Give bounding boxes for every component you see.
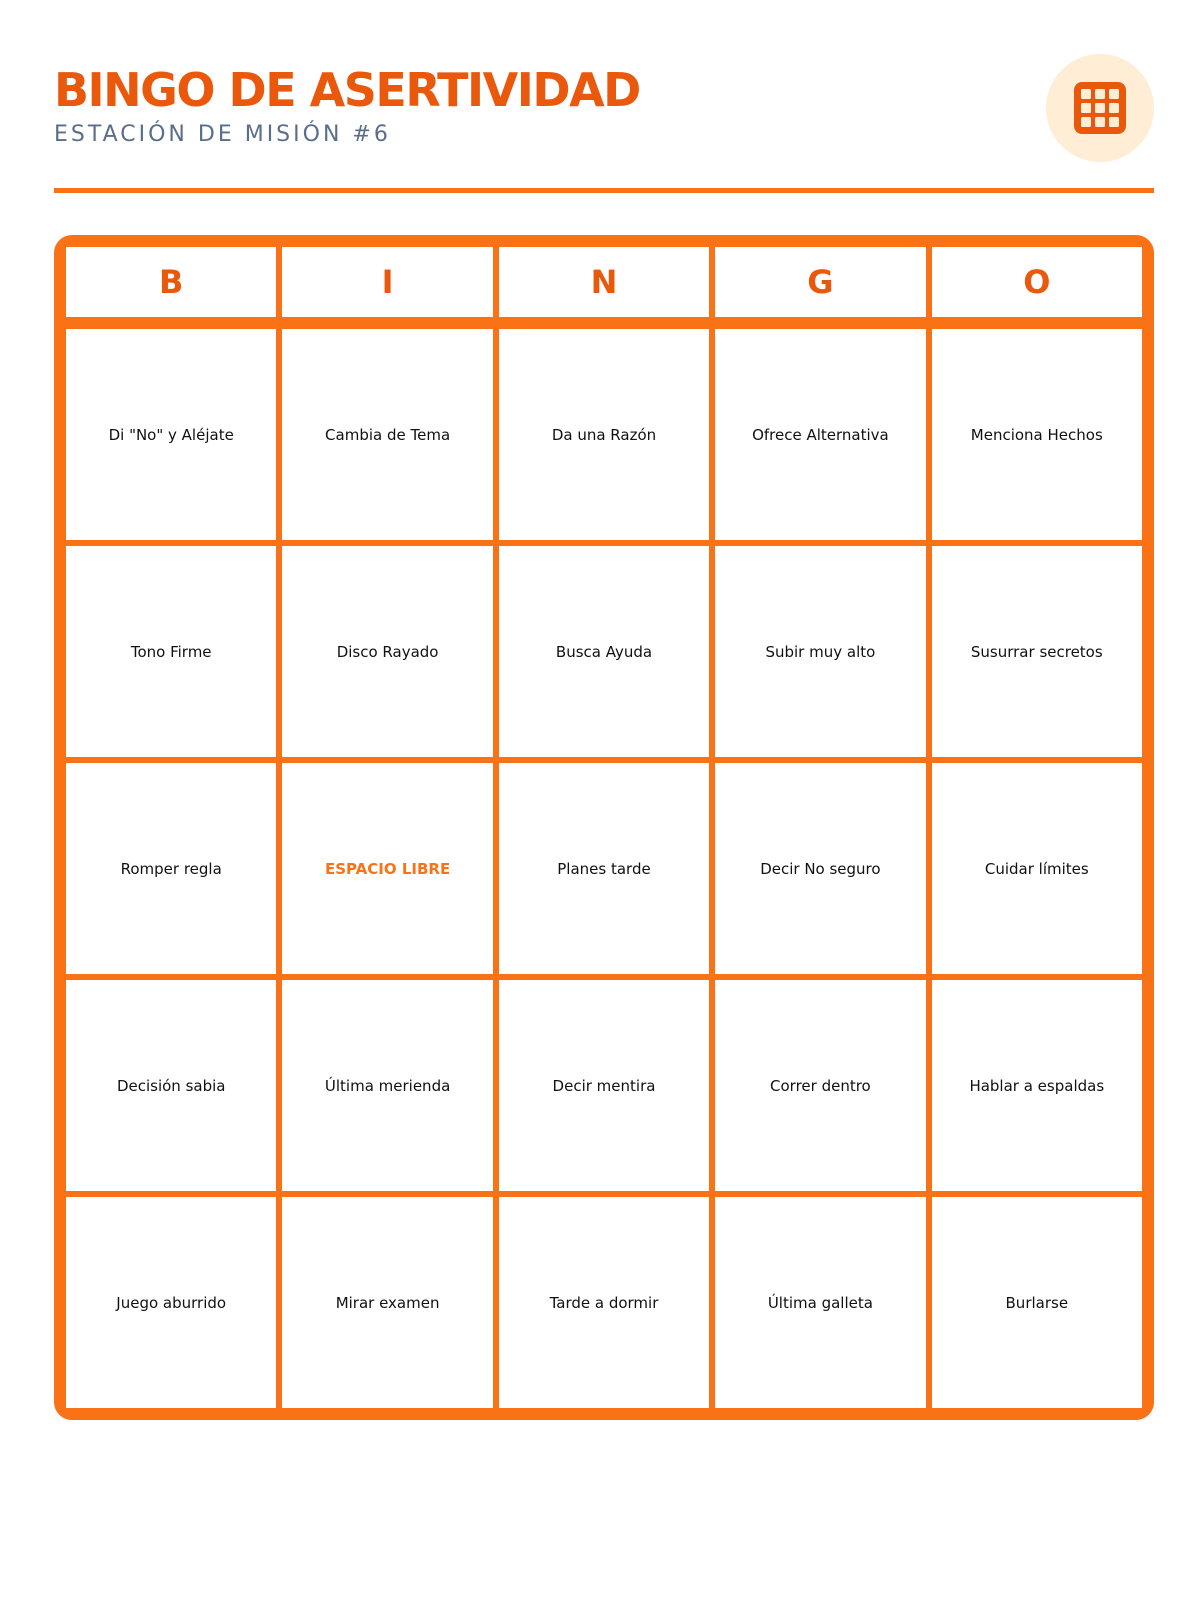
bingo-cell[interactable]: Tarde a dormir	[499, 1197, 709, 1408]
bingo-cell[interactable]: Da una Razón	[499, 329, 709, 540]
bingo-cell[interactable]: Susurrar secretos	[932, 546, 1142, 757]
bingo-cell[interactable]: Burlarse	[932, 1197, 1142, 1408]
column-letter-i: I	[282, 247, 492, 317]
bingo-cell[interactable]: Busca Ayuda	[499, 546, 709, 757]
bingo-cell[interactable]: Menciona Hechos	[932, 329, 1142, 540]
bingo-cell[interactable]: Correr dentro	[715, 980, 925, 1191]
bingo-cell[interactable]: Última merienda	[282, 980, 492, 1191]
column-letter-n: N	[499, 247, 709, 317]
bingo-cell[interactable]: Disco Rayado	[282, 546, 492, 757]
bingo-cell[interactable]: Cuidar límites	[932, 763, 1142, 974]
header-divider	[54, 188, 1154, 193]
column-letter-o: O	[932, 247, 1142, 317]
bingo-cell[interactable]: Ofrece Alternativa	[715, 329, 925, 540]
page-header	[54, 62, 1154, 162]
bingo-cell[interactable]: Decir No seguro	[715, 763, 925, 974]
bingo-cell[interactable]: Última galleta	[715, 1197, 925, 1408]
bingo-cell[interactable]: Cambia de Tema	[282, 329, 492, 540]
column-letter-b: B	[66, 247, 276, 317]
bingo-cell[interactable]: Hablar a espaldas	[932, 980, 1142, 1191]
bingo-cell[interactable]: Mirar examen	[282, 1197, 492, 1408]
grid-icon-badge	[1046, 54, 1154, 162]
bingo-cell[interactable]: Decir mentira	[499, 980, 709, 1191]
bingo-cell[interactable]: Tono Firme	[66, 546, 276, 757]
free-space-cell[interactable]: ESPACIO LIBRE	[282, 763, 492, 974]
page-subtitle: ESTACIÓN DE MISIÓN #6	[54, 122, 391, 147]
column-letter-g: G	[715, 247, 925, 317]
page-title: BINGO DE ASERTIVIDAD	[54, 63, 640, 117]
bingo-board	[54, 235, 1154, 1420]
bingo-cell[interactable]: Planes tarde	[499, 763, 709, 974]
bingo-cell[interactable]: Juego aburrido	[66, 1197, 276, 1408]
bingo-cell[interactable]: Subir muy alto	[715, 546, 925, 757]
bingo-cell[interactable]: Romper regla	[66, 763, 276, 974]
bingo-cell[interactable]: Decisión sabia	[66, 980, 276, 1191]
bingo-cell[interactable]: Di "No" y Aléjate	[66, 329, 276, 540]
grid-icon	[1072, 80, 1128, 136]
